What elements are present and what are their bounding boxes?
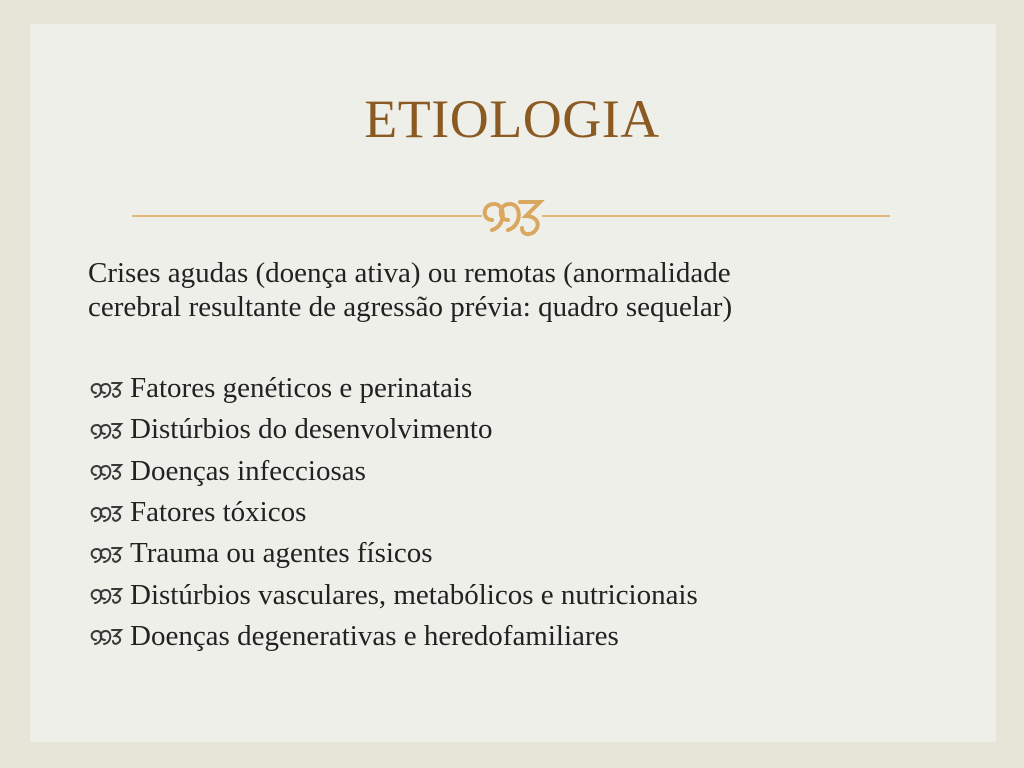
bullet-text: Fatores genéticos e perinatais (130, 372, 473, 405)
ornamental-scroll-icon (88, 419, 124, 441)
ornamental-scroll-icon (88, 502, 124, 524)
title-divider-left (132, 215, 482, 217)
list-item (88, 409, 968, 450)
list-item (88, 368, 968, 409)
list-item (88, 533, 968, 574)
ornamental-scroll-icon (88, 625, 124, 647)
list-item (88, 451, 968, 492)
bullet-text: Doenças degenerativas e heredofamiliares (130, 619, 619, 652)
slide-title: ETIOLOGIA (364, 89, 660, 149)
ornamental-scroll-icon (88, 378, 124, 400)
bullet-text: Trauma ou agentes físicos (130, 537, 433, 570)
list-item (88, 574, 968, 615)
title-divider-right (542, 215, 890, 217)
bullet-text: Fatores tóxicos (130, 496, 307, 529)
ornamental-scroll-icon (88, 584, 124, 606)
list-item (88, 616, 968, 657)
bullet-text: Distúrbios vasculares, metabólicos e nutricionais (130, 578, 698, 611)
ornament-flourish-icon (478, 190, 548, 238)
intro-line: Crises agudas (doença ativa) ou remotas (anormalidade (88, 257, 731, 289)
bullet-text: Distúrbios do desenvolvimento (130, 413, 493, 446)
intro-paragraph (88, 256, 948, 324)
list-item (88, 492, 968, 533)
ornamental-scroll-icon (88, 460, 124, 482)
intro-line: cerebral resultante de agressão prévia: quadro sequelar) (88, 291, 733, 323)
ornamental-scroll-icon (88, 543, 124, 565)
bullet-text: Doenças infecciosas (130, 454, 366, 487)
bullet-list (88, 368, 968, 657)
